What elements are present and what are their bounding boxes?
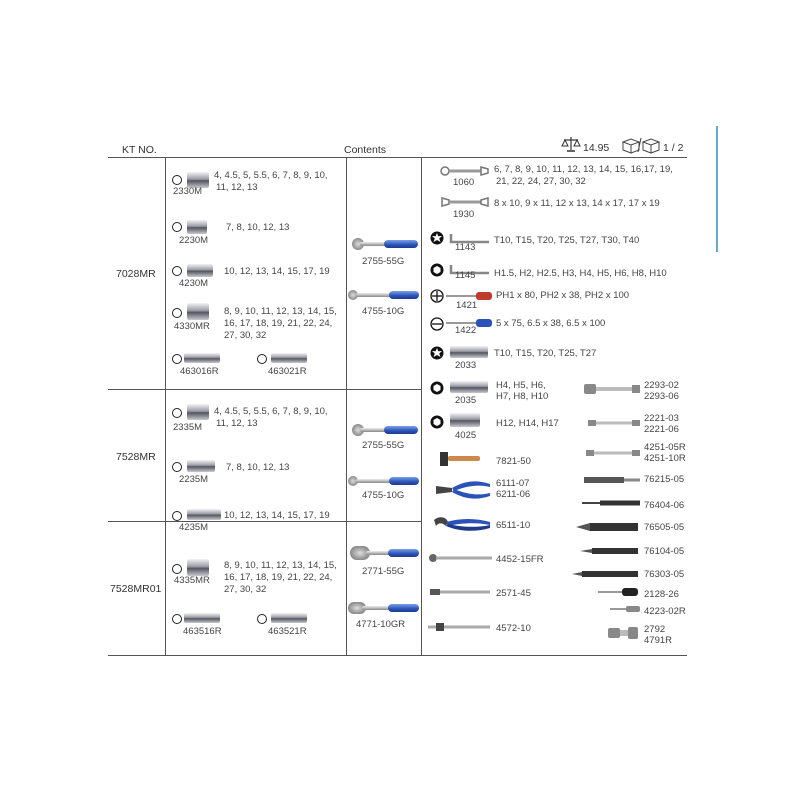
part-code: 2293-02 <box>644 380 679 391</box>
part-code: 6211-06 <box>496 489 531 500</box>
part-code: 2755-55G <box>362 256 405 267</box>
part-code: 2293-06 <box>644 391 679 402</box>
part-code: 4330MR <box>174 321 210 332</box>
socket-drive-icon <box>257 614 267 624</box>
extension-bar-icon <box>588 418 640 428</box>
screwdriver-icon <box>598 587 640 597</box>
socket-icon <box>187 509 221 520</box>
part-code: 463521R <box>268 626 307 637</box>
size-list: H7, H8, H10 <box>496 391 549 402</box>
bit-socket-icon <box>450 346 488 358</box>
part-code: 1060 <box>453 177 475 188</box>
part-code: 4025 <box>455 430 477 441</box>
sliding-t-bar-icon <box>428 620 492 634</box>
part-code: 4235M <box>179 522 209 533</box>
combination-wrench-icon <box>440 165 490 177</box>
part-code: 4572-10 <box>496 623 531 634</box>
part-code: 2221-03 <box>644 413 679 424</box>
pin-punch-icon <box>584 475 640 485</box>
part-code: 1422 <box>455 325 477 336</box>
part-code: 2792 <box>644 624 666 635</box>
socket-drive-icon <box>172 266 182 276</box>
socket-drive-icon <box>172 175 182 185</box>
part-code: 2221-06 <box>644 424 679 435</box>
socket-icon <box>187 460 215 472</box>
size-list: 10, 12, 13, 14, 15, 17, 19 <box>224 510 330 521</box>
header-weight: 14.95 <box>583 142 610 154</box>
socket-drive-icon <box>172 462 182 472</box>
row-divider-1 <box>108 389 421 390</box>
col-divider-2 <box>346 157 347 655</box>
hex-socket-icon <box>430 381 444 395</box>
socket-icon <box>187 264 213 277</box>
socket-drive-icon <box>172 308 182 318</box>
socket-icon <box>187 303 209 320</box>
size-list: H4, H5, H6, <box>496 380 546 391</box>
kit-number: 7528MR <box>116 451 156 463</box>
phillips-icon <box>430 289 444 303</box>
size-list: 10, 12, 13, 14, 15, 17, 19 <box>224 266 330 277</box>
socket-drive-icon <box>172 408 182 418</box>
hex-socket-icon <box>430 263 444 277</box>
magnetic-pickup-icon <box>610 604 640 614</box>
socket-drive-icon <box>172 222 182 232</box>
part-code: 2335M <box>173 422 203 433</box>
hammer-icon <box>436 450 480 468</box>
size-list: 8, 9, 10, 11, 12, 13, 14, 15, <box>224 306 337 317</box>
part-code: 2771-55G <box>362 566 405 577</box>
part-code: 4251-05R <box>644 442 686 453</box>
part-code: 2230M <box>179 235 209 246</box>
col-divider-3 <box>421 157 422 655</box>
part-code: 76505-05 <box>644 522 685 533</box>
part-code: 2571-45 <box>496 588 531 599</box>
part-code: 6511-10 <box>496 520 531 531</box>
bit-socket-icon <box>271 353 307 363</box>
header-contents: Contents <box>344 144 387 156</box>
kit-number: 7028MR <box>116 268 156 280</box>
double-open-wrench-icon <box>440 196 490 208</box>
size-list: 27, 30, 32 <box>224 584 267 595</box>
header-rule <box>108 157 687 158</box>
size-list: T10, T15, T20, T25, T27 <box>494 348 597 359</box>
part-code: 4335MR <box>174 575 210 586</box>
part-code: 6111-07 <box>496 478 530 489</box>
size-list: 11, 12, 13 <box>216 182 258 193</box>
chisel-icon <box>576 521 640 533</box>
bit-socket-icon <box>184 613 220 623</box>
hex-socket-icon <box>430 415 444 429</box>
drift-punch-icon <box>572 569 640 579</box>
torx-icon <box>430 346 444 360</box>
part-code: 4452-15FR <box>496 554 544 565</box>
size-list: PH1 x 80, PH2 x 38, PH2 x 100 <box>496 290 630 301</box>
part-code: 463016R <box>180 366 219 377</box>
size-list: 6, 7, 8, 9, 10, 11, 12, 13, 14, 15, 16,17, 19, <box>494 164 673 175</box>
weight-scale-icon <box>561 135 581 153</box>
bit-socket-icon <box>450 413 480 427</box>
slotted-icon <box>430 317 444 331</box>
part-code: 4755-10G <box>362 306 405 317</box>
socket-drive-icon <box>172 614 182 624</box>
bit-socket-icon <box>450 381 488 393</box>
socket-drive-icon <box>172 354 182 364</box>
socket-drive-icon <box>172 564 182 574</box>
extension-bar-icon <box>586 448 640 458</box>
package-box-icon <box>621 136 661 154</box>
part-code: 4755-10G <box>362 490 405 501</box>
size-list: H1.5, H2, H2.5, H3, H4, H5, H6, H8, H10 <box>494 268 667 279</box>
part-code: 2755-55G <box>362 440 405 451</box>
part-code: 463021R <box>268 366 307 377</box>
extension-bar-icon <box>584 383 640 395</box>
part-code: 7821-50 <box>496 456 531 467</box>
part-code: 2235M <box>179 474 209 485</box>
extension-bar-icon <box>430 586 492 598</box>
size-list: 8, 9, 10, 11, 12, 13, 14, 15, <box>224 560 337 571</box>
size-list: 5 x 75, 6.5 x 38, 6.5 x 100 <box>496 318 606 329</box>
part-code: 2035 <box>455 395 477 406</box>
bit-socket-icon <box>271 613 307 623</box>
size-list: 16, 17, 18, 19, 21, 22, 24, <box>224 318 333 329</box>
size-list: 11, 12, 13 <box>216 418 258 429</box>
size-list: 7, 8, 10, 12, 13 <box>226 222 290 233</box>
part-code: 1421 <box>456 300 478 311</box>
size-list: 8 x 10, 9 x 11, 12 x 13, 14 x 17, 17 x 19 <box>494 198 660 209</box>
bit-socket-icon <box>184 353 220 363</box>
center-punch-icon <box>580 546 640 556</box>
part-code: 4251-10R <box>644 453 686 464</box>
part-code: 2033 <box>455 360 477 371</box>
size-list: H12, H14, H17 <box>496 418 559 429</box>
socket-icon <box>187 559 209 576</box>
size-list: 4, 4.5, 5, 5.5, 6, 7, 8, 9, 10, <box>214 170 328 181</box>
header-pages: 1 / 2 <box>663 142 684 154</box>
part-code: 76215-05 <box>644 474 685 485</box>
part-code: 76404-06 <box>644 500 685 511</box>
size-list: T10, T15, T20, T25, T27, T30, T40 <box>494 235 640 246</box>
part-code: 4771-10GR <box>356 619 406 630</box>
torx-icon <box>430 231 444 245</box>
universal-joint-icon <box>606 624 640 642</box>
kit-number: 7528MR01 <box>110 583 162 595</box>
part-code: 1143 <box>455 242 476 253</box>
socket-icon <box>187 220 207 234</box>
socket-icon <box>187 404 209 420</box>
part-code: 463516R <box>183 626 222 637</box>
size-list: 27, 30, 32 <box>224 330 267 341</box>
part-code: 4791R <box>644 635 672 646</box>
part-code: 4223-02R <box>644 606 686 617</box>
size-list: 4, 4.5, 5, 5.5, 6, 7, 8, 9, 10, <box>214 406 328 417</box>
part-code: 1145 <box>455 270 476 281</box>
part-code: 76303-05 <box>644 569 685 580</box>
accent-bar <box>716 126 718 252</box>
pin-punch-icon <box>582 499 640 507</box>
table-bottom-rule <box>108 655 687 656</box>
part-code: 76104-05 <box>644 546 685 557</box>
size-list: 7, 8, 10, 12, 13 <box>226 462 290 473</box>
part-code: 1930 <box>453 209 475 220</box>
header-kt-no: KT NO. <box>122 144 157 156</box>
size-list: 16, 17, 18, 19, 21, 22, 24, <box>224 572 333 583</box>
socket-drive-icon <box>257 354 267 364</box>
part-code: 4230M <box>179 278 209 289</box>
breaker-bar-icon <box>428 553 494 563</box>
part-code: 2330M <box>173 186 203 197</box>
water-pump-pliers-icon <box>432 514 492 536</box>
socket-drive-icon <box>172 511 182 521</box>
size-list: 21, 22, 24, 27, 30, 32 <box>496 176 586 187</box>
pliers-icon <box>434 478 492 502</box>
col-divider-1 <box>165 157 166 655</box>
part-code: 2128-26 <box>644 589 679 600</box>
